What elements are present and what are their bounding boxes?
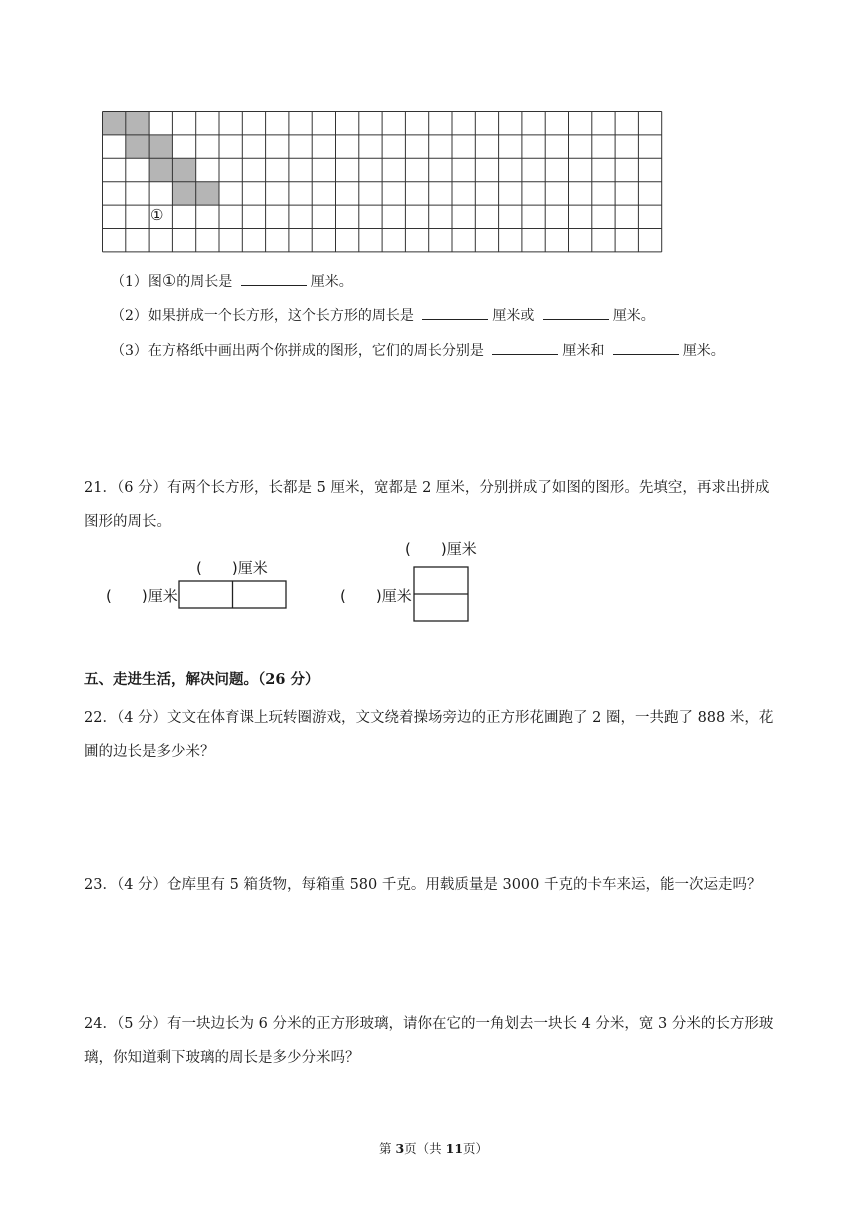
section-5-title: 五、走进生活，解决问题。（26 分） <box>84 671 320 688</box>
footer-mid: 页（共 <box>404 1141 446 1156</box>
shaded-cell <box>103 112 126 135</box>
q20-part1-unit: 厘米。 <box>310 274 353 290</box>
fig2-left-label: ( )厘米 <box>340 587 412 605</box>
q24-text-line2: 璃，你知道剩下玻璃的周长是多少分米吗？ <box>84 1050 360 1066</box>
q20-part3-unit1: 厘米和 <box>562 343 605 359</box>
fig1-left-label: ( )厘米 <box>106 587 178 605</box>
q20-part3-pre: （3）在方格纸中画出两个你拼成的图形，它们的周长分别是 <box>111 343 484 359</box>
q23-text-line1: 23．（4 分）仓库里有 5 箱货物，每箱重 580 千克。用载质量是 3000 千克的卡车来运，能一次运走吗？ <box>84 877 762 893</box>
fig2-combined-rectangles <box>413 566 470 623</box>
shape-1-label: ① <box>150 206 164 224</box>
footer-pre: 第 <box>378 1141 396 1156</box>
page-footer <box>0 1139 867 1157</box>
q22-text-line1: 22．（4 分）文文在体育课上玩转圈游戏，文文绕着操场旁边的正方形花圃跑了 2 圈，一共跑了 888 米，花 <box>84 710 774 726</box>
shaded-cell <box>196 182 219 205</box>
footer-total-pages: 11 <box>445 1141 464 1156</box>
q20-part3-unit2: 厘米。 <box>682 343 725 359</box>
fig2-top-label: ( )厘米 <box>405 540 477 558</box>
q21-text-line1: 21．（6 分）有两个长方形，长都是 5 厘米，宽都是 2 厘米，分别拼成了如图的图形。先填空，再求出拼成 <box>84 480 770 496</box>
shaded-cell <box>149 135 172 158</box>
footer-page-number: 3 <box>395 1141 405 1156</box>
fig1-combined-rectangles <box>178 580 288 610</box>
grid-figure <box>101 110 665 256</box>
answer-blank[interactable] <box>241 271 307 286</box>
fig1-top-label: ( )厘米 <box>196 559 268 577</box>
answer-blank[interactable] <box>492 340 558 355</box>
answer-blank[interactable] <box>613 340 679 355</box>
shaded-cell <box>126 135 149 158</box>
answer-blank[interactable] <box>422 305 488 320</box>
q20-part2-unit2: 厘米。 <box>612 308 655 324</box>
q20-part2 <box>111 305 655 325</box>
q20-part3 <box>111 340 725 360</box>
shaded-cell <box>172 182 195 205</box>
footer-post: 页） <box>463 1141 489 1156</box>
q20-part2-unit1: 厘米或 <box>492 308 535 324</box>
q22-text-line2: 圃的边长是多少米？ <box>84 744 215 760</box>
shaded-cell <box>172 158 195 181</box>
q20-part1-post: 的周长是 <box>176 274 233 290</box>
circle-1-ref: ① <box>161 271 177 290</box>
q21-text-line2: 图形的周长。 <box>84 514 171 530</box>
answer-blank[interactable] <box>543 305 609 320</box>
shaded-cell <box>126 112 149 135</box>
q20-part2-pre: （2）如果拼成一个长方形，这个长方形的周长是 <box>111 308 414 324</box>
q24-text-line1: 24．（5 分）有一块边长为 6 分米的正方形玻璃，请你在它的一角划去一块长 4 分米，宽 3 分米的长方形玻 <box>84 1016 774 1032</box>
shaded-cell <box>149 158 172 181</box>
q20-part1-pre: （1）图 <box>111 274 162 290</box>
q20-part1 <box>111 271 353 291</box>
